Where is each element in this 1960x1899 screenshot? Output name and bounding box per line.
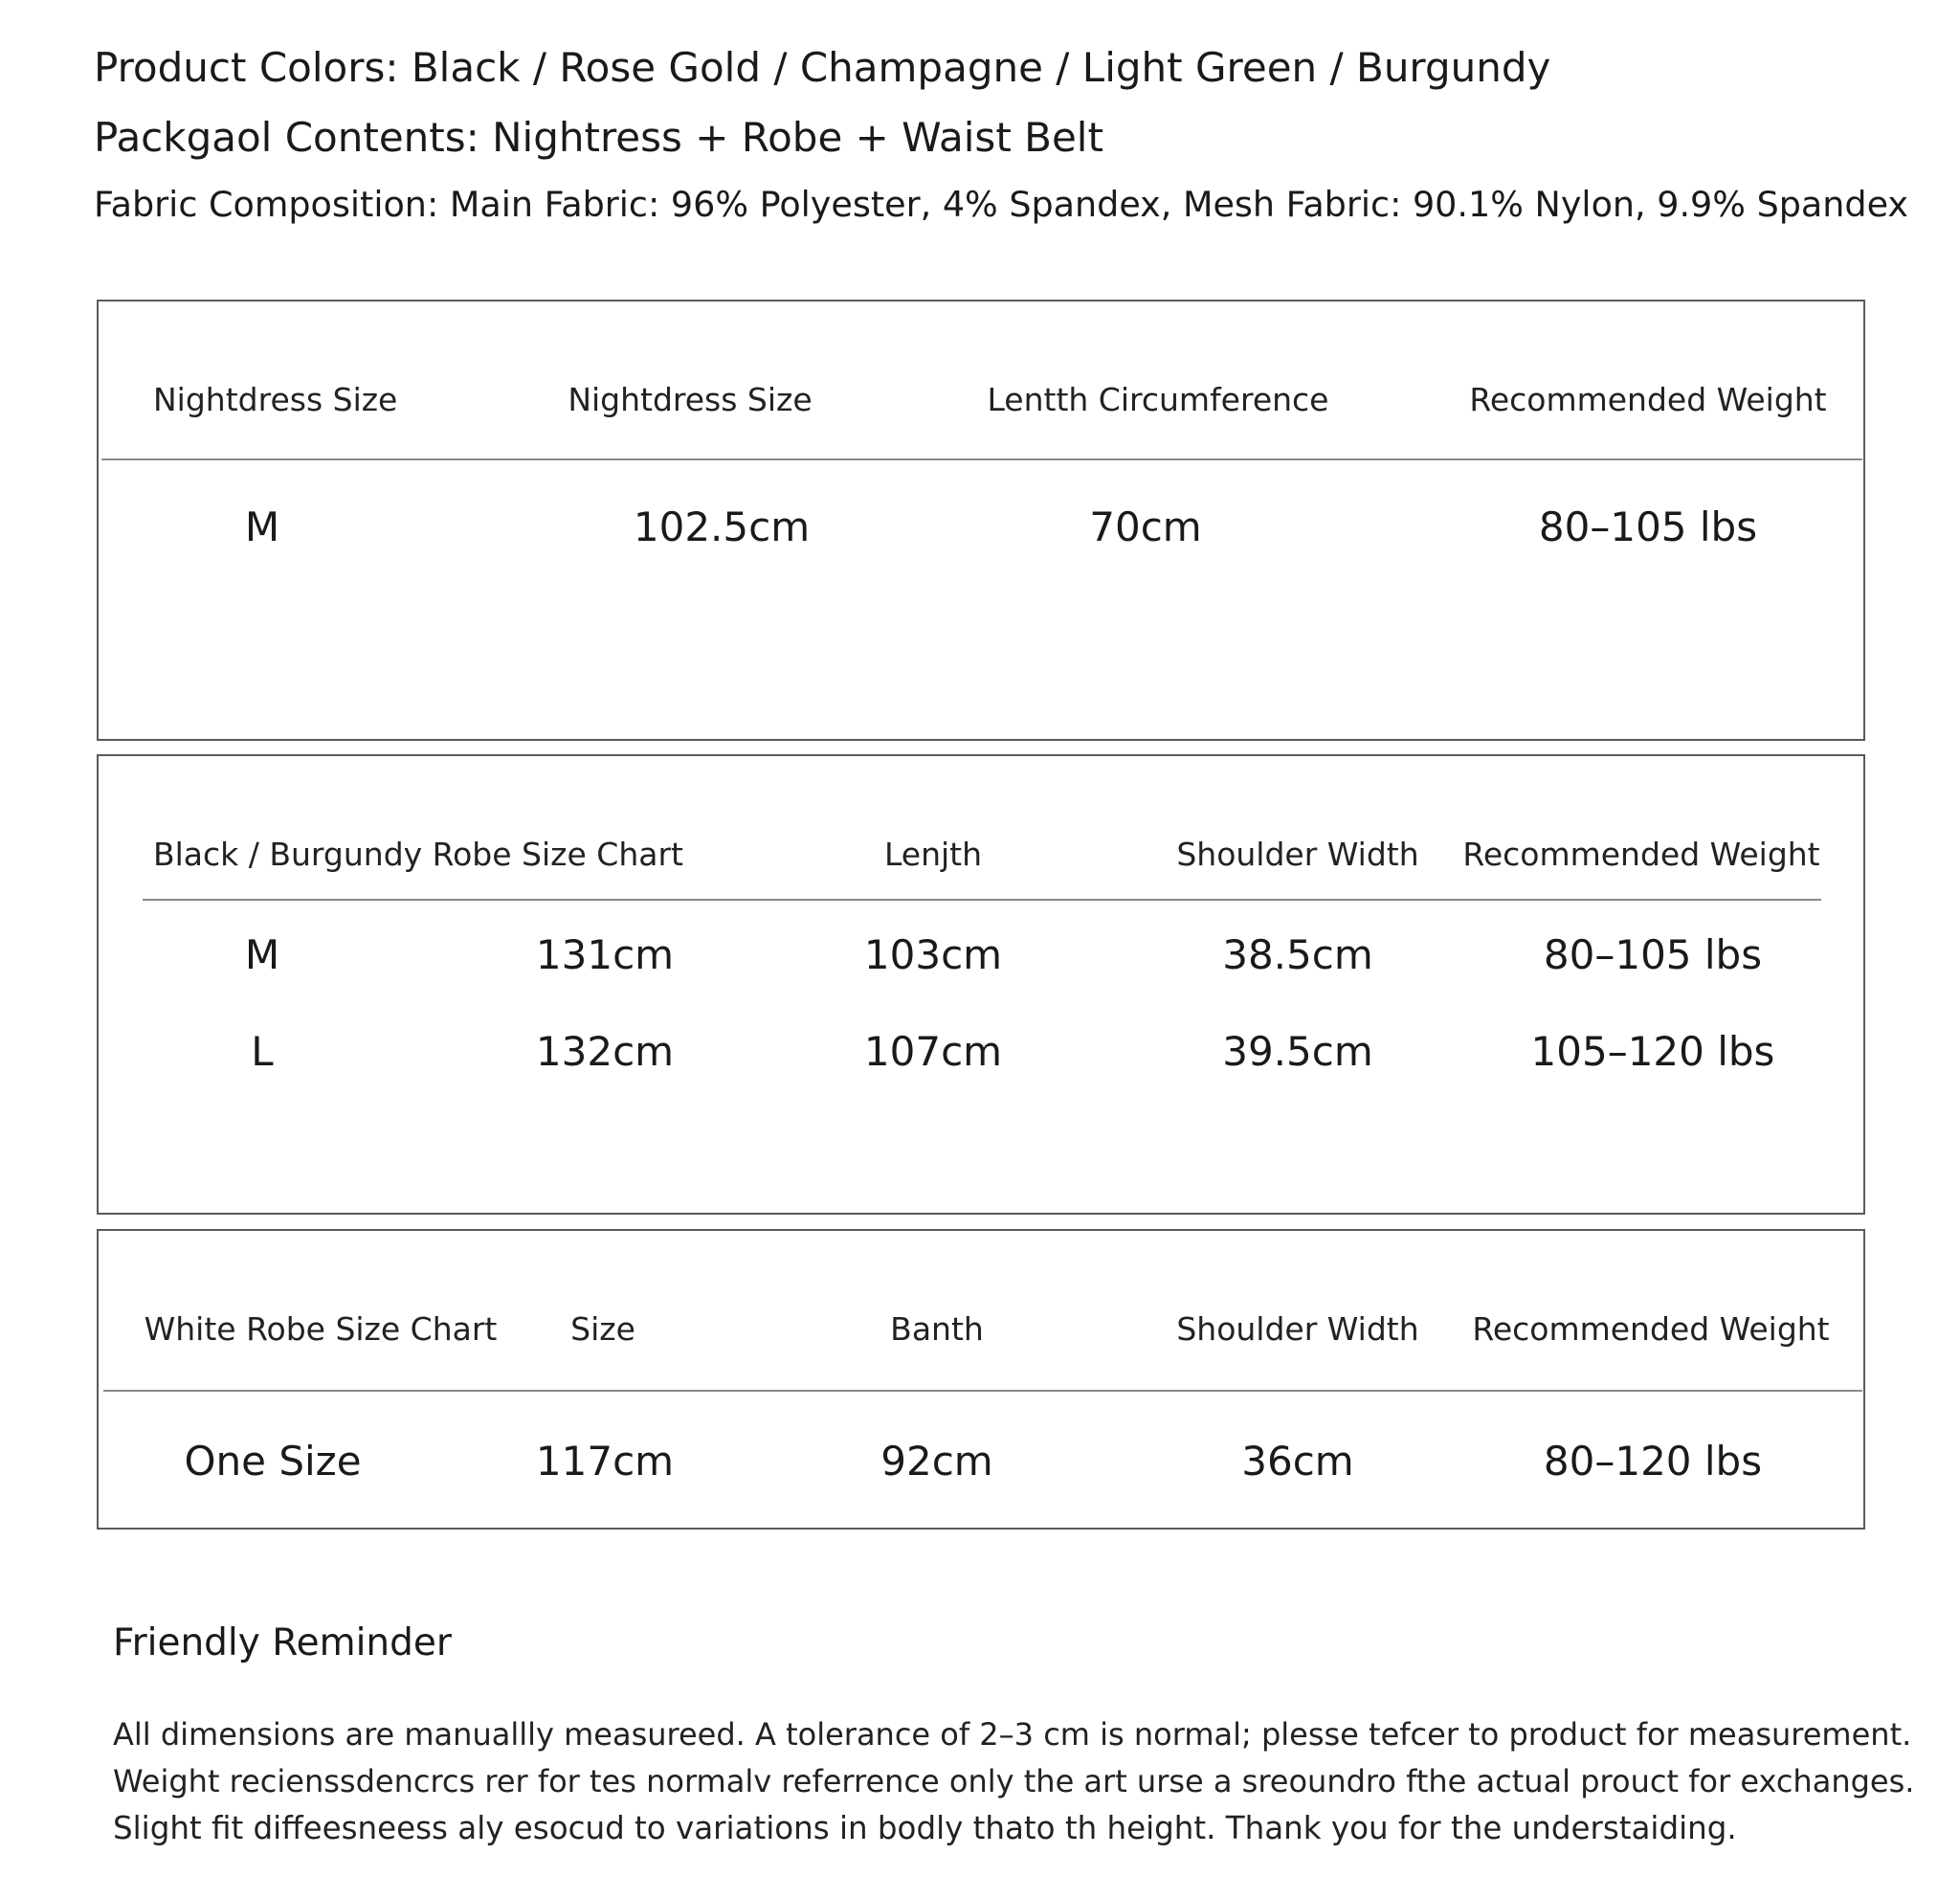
table-cell: M	[244, 931, 280, 978]
table-cell: 103cm	[863, 931, 1003, 978]
table-cell: 70cm	[1089, 503, 1202, 550]
reminder-line: Weight recienssdencrcs rer for tes normalv referrence only the art urse a sreoundro fthe actual prouct for exchanges.	[113, 1763, 1915, 1799]
table-header: Nightdress Size	[153, 381, 398, 418]
table-header: Shoulder Width	[1176, 1310, 1419, 1348]
table-cell: 80–105 lbs	[1538, 503, 1758, 550]
reminder-title: Friendly Reminder	[113, 1621, 452, 1664]
table-header: Recommended Weight	[1472, 1310, 1830, 1348]
reminder-line: All dimensions are manuallly measureed. A tolerance of 2–3 cm is normal; plesse tefcer to product for measurement.	[113, 1716, 1912, 1753]
table-cell: 117cm	[535, 1438, 675, 1485]
header-divider	[143, 899, 1821, 901]
package-contents: Packgaol Contents: Nightress + Robe + Waist Belt	[94, 114, 1103, 161]
table-header: Black / Burgundy Robe Size Chart	[153, 836, 683, 873]
table-header: Shoulder Width	[1176, 836, 1419, 873]
table-cell: 105–120 lbs	[1530, 1028, 1775, 1075]
table-header: Nightdress Size	[568, 381, 813, 418]
table-header: Banth	[890, 1310, 984, 1348]
table-header: Recommended Weight	[1462, 836, 1820, 873]
table-cell: 131cm	[535, 931, 675, 978]
table-cell: 92cm	[880, 1438, 993, 1485]
table-header: Size	[570, 1310, 635, 1348]
table-cell: M	[244, 503, 280, 550]
product-colors: Product Colors: Black / Rose Gold / Champagne / Light Green / Burgundy	[94, 44, 1551, 91]
table-header: Lenjth	[883, 836, 983, 873]
nightdress-size-table	[97, 300, 1865, 741]
white-robe-size-table	[97, 1229, 1865, 1530]
table-cell: 36cm	[1241, 1438, 1354, 1485]
table-header: Lentth Circumference	[987, 381, 1329, 418]
header-divider	[103, 1390, 1862, 1392]
table-cell: 102.5cm	[633, 503, 811, 550]
black-burgundy-robe-size-table	[97, 754, 1865, 1215]
table-cell: 80–120 lbs	[1543, 1438, 1763, 1485]
table-cell: 38.5cm	[1222, 931, 1373, 978]
table-cell: 39.5cm	[1222, 1028, 1373, 1075]
table-header: Recommended Weight	[1469, 381, 1827, 418]
table-cell: L	[251, 1028, 274, 1075]
reminder-line: Slight fit diffeesneess aly esocud to variations in bodly thato th height. Thank you for the understaiding.	[113, 1810, 1737, 1846]
fabric-composition: Fabric Composition: Main Fabric: 96% Polyester, 4% Spandex, Mesh Fabric: 90.1% Nylon, 9.9% Spandex	[94, 184, 1908, 225]
table-header: White Robe Size Chart	[144, 1310, 498, 1348]
table-cell: 132cm	[535, 1028, 675, 1075]
table-cell: One Size	[184, 1438, 362, 1485]
table-cell: 80–105 lbs	[1543, 931, 1763, 978]
header-divider	[101, 458, 1862, 460]
table-cell: 107cm	[863, 1028, 1003, 1075]
